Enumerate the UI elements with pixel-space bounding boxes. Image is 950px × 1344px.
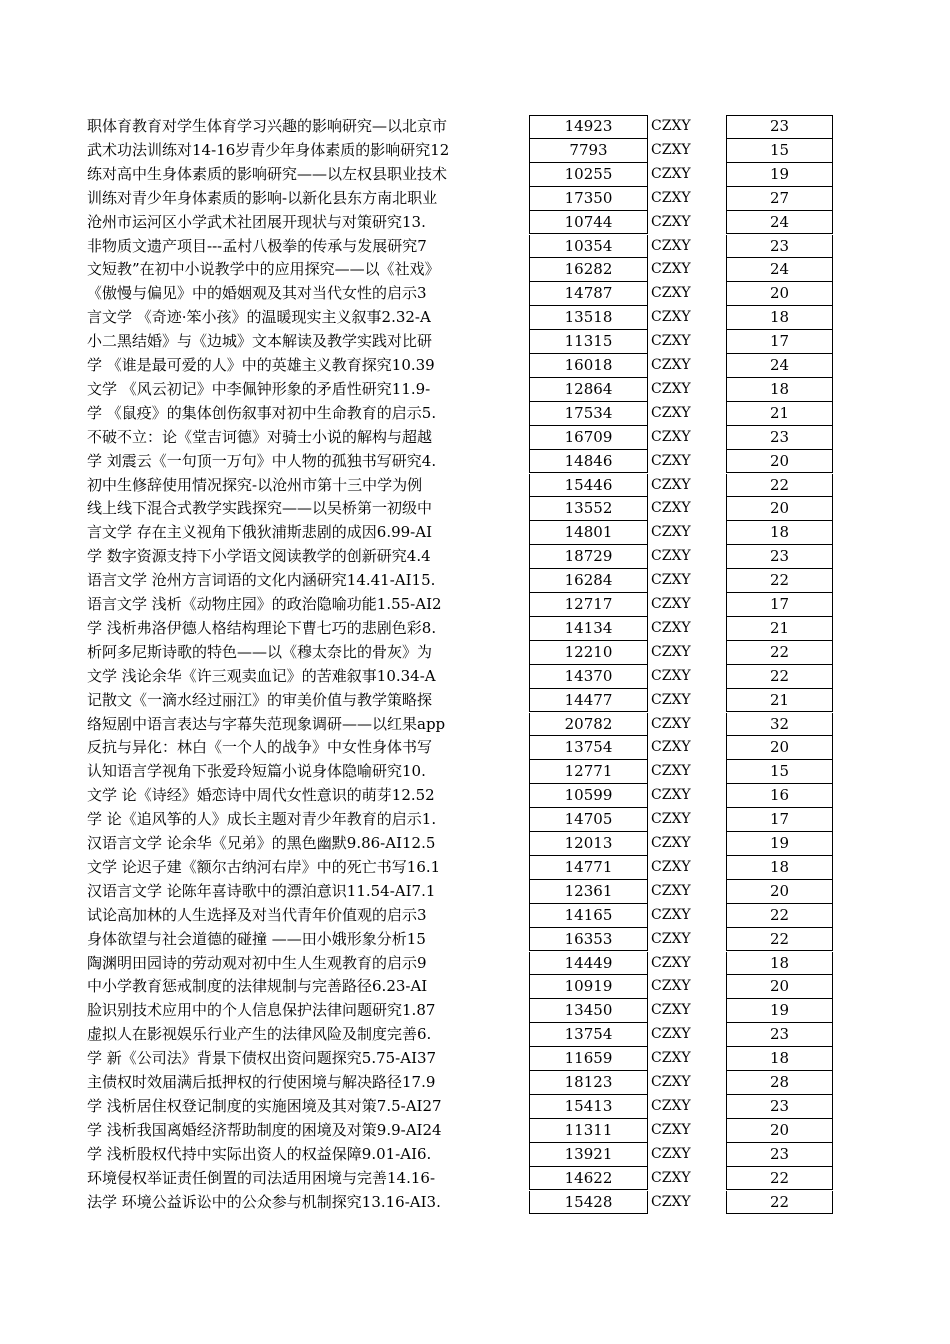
number-cell[interactable]: 14165 [529, 904, 648, 928]
title-cell[interactable]: 法学 环境公益诉讼中的公众参与机制探究13.16-AI3. [87, 1192, 441, 1211]
code-cell[interactable]: CZXY [651, 906, 691, 923]
title-cell[interactable]: 文学 浅论余华《许三观卖血记》的苦难叙事10.34-A [87, 666, 436, 685]
count-cell[interactable]: 23 [726, 1023, 833, 1047]
title-cell[interactable]: 语言文学 沧州方言词语的文化内涵研究14.41-AI15. [87, 571, 436, 590]
number-cell[interactable]: 13754 [529, 736, 648, 760]
code-cell[interactable]: CZXY [651, 524, 691, 541]
title-cell[interactable]: 中小学教育惩戒制度的法律规制与完善路径6.23-AI [87, 977, 428, 996]
title-cell[interactable]: 学 论《追风筝的人》成长主题对青少年教育的启示1. [87, 810, 437, 829]
count-cell[interactable]: 24 [726, 258, 833, 282]
code-cell[interactable]: CZXY [651, 572, 691, 589]
number-cell[interactable]: 13552 [529, 497, 648, 521]
table-row [0, 235, 950, 259]
code-cell[interactable]: CZXY [651, 1074, 691, 1090]
title-cell[interactable]: 文短教”在初中小说教学中的应用探究——以《社戏》 [87, 260, 440, 279]
title-cell[interactable]: 汉语言文学 论余华《兄弟》的黑色幽默9.86-AI12.5 [87, 834, 436, 852]
count-cell[interactable]: 16 [726, 784, 833, 808]
count-cell[interactable]: 24 [726, 354, 833, 378]
number-cell[interactable]: 12210 [529, 641, 648, 665]
count-cell[interactable]: 19 [726, 163, 833, 187]
title-cell[interactable]: 学 《谁是最可爱的人》中的英雄主义教育探究10.39 [87, 356, 435, 374]
number-cell[interactable]: 14477 [529, 689, 648, 713]
count-cell[interactable]: 22 [726, 904, 833, 928]
count-cell[interactable]: 18 [726, 952, 833, 976]
title-cell[interactable]: 学 刘震云《一句顶一万句》中人物的孤独书写研究4. [87, 451, 437, 470]
table-row [0, 689, 950, 713]
title-cell[interactable]: 虚拟人在影视娱乐行业产生的法律风险及制度完善6. [87, 1025, 432, 1044]
count-column-top-border [726, 115, 833, 116]
number-cell[interactable]: 13450 [529, 999, 648, 1023]
code-cell[interactable]: CZXY [651, 1097, 691, 1114]
code-cell[interactable]: CZXY [651, 739, 691, 756]
number-cell[interactable]: 14771 [529, 856, 648, 880]
code-cell[interactable]: CZXY [651, 1026, 691, 1043]
title-cell[interactable]: 脸识别技术应用中的个人信息保护法律问题研究1.87 [87, 1001, 436, 1020]
count-cell[interactable]: 22 [726, 474, 833, 498]
code-cell[interactable]: CZXY [651, 333, 691, 350]
table-row [0, 1119, 950, 1143]
number-cell[interactable]: 17350 [529, 187, 648, 211]
count-cell[interactable]: 21 [726, 689, 833, 713]
code-cell[interactable]: CZXY [651, 309, 691, 326]
table-row [0, 904, 950, 928]
number-cell[interactable]: 7793 [529, 139, 648, 163]
code-cell[interactable]: CZXY [651, 858, 691, 875]
table-row [0, 1047, 950, 1071]
title-cell[interactable]: 环境侵权举证责任倒置的司法适用困境与完善14.16- [87, 1168, 436, 1187]
code-cell[interactable]: CZXY [651, 1121, 691, 1138]
code-cell[interactable]: CZXY [651, 452, 691, 469]
count-cell[interactable]: 17 [726, 808, 833, 832]
table-row [0, 665, 950, 689]
table-row [0, 952, 950, 976]
title-cell[interactable]: 记散文《一滴水经过丽江》的审美价值与教学策略探 [87, 690, 433, 709]
table-row [0, 1167, 950, 1191]
number-cell[interactable]: 16282 [529, 258, 648, 282]
number-cell[interactable]: 16709 [529, 426, 648, 450]
count-cell[interactable]: 23 [726, 1095, 833, 1119]
code-cell[interactable]: CZXY [651, 404, 691, 421]
table-row [0, 1071, 950, 1095]
title-cell[interactable]: 小二黑结婚》与《边城》文本解读及教学实践对比研 [87, 332, 433, 351]
title-cell[interactable]: 文学 论迟子建《额尔古纳河右岸》中的死亡书写16.1 [87, 857, 441, 876]
count-cell[interactable]: 18 [726, 378, 833, 402]
number-cell[interactable]: 11315 [529, 330, 648, 354]
table-row [0, 1023, 950, 1047]
table-row [0, 474, 950, 498]
number-cell[interactable]: 16018 [529, 354, 648, 378]
count-cell[interactable]: 23 [726, 235, 833, 259]
table-row [0, 617, 950, 641]
title-cell[interactable]: 学 《鼠疫》的集体创伤叙事对初中生命教育的启示5. [87, 403, 437, 422]
number-cell[interactable]: 14622 [529, 1167, 648, 1191]
number-cell[interactable]: 15413 [529, 1095, 648, 1119]
table-row [0, 975, 950, 999]
title-cell[interactable]: 汉语言文学 论陈年喜诗歌中的漂泊意识11.54-AI7.1 [87, 881, 436, 900]
title-cell[interactable]: 职体育教育对学生体育学习兴趣的影响研究—以北京市 [87, 117, 448, 135]
number-cell[interactable]: 11311 [529, 1119, 648, 1143]
title-cell[interactable]: 不破不立：论《堂吉诃德》对骑士小说的解构与超越 [87, 427, 433, 446]
number-cell[interactable]: 16284 [529, 569, 648, 593]
table-row [0, 545, 950, 569]
title-cell[interactable]: 学 浅析弗洛伊德人格结构理论下曹七巧的悲剧色彩8. [87, 618, 437, 637]
number-cell[interactable]: 10919 [529, 975, 648, 999]
count-cell[interactable]: 23 [726, 1143, 833, 1167]
count-cell[interactable]: 22 [726, 641, 833, 665]
number-cell[interactable]: 14449 [529, 952, 648, 976]
code-cell[interactable]: CZXY [651, 978, 691, 995]
count-cell[interactable]: 22 [726, 1191, 833, 1215]
number-cell[interactable]: 14801 [529, 521, 648, 545]
title-cell[interactable]: 学 浅析股权代持中实际出资人的权益保障9.01-AI6. [87, 1144, 432, 1163]
title-cell[interactable]: 学 浅析居住权登记制度的实施困境及其对策7.5-AI27 [87, 1096, 442, 1115]
table-row [0, 832, 950, 856]
table-row [0, 1143, 950, 1167]
count-cell[interactable]: 28 [726, 1071, 833, 1095]
count-cell[interactable]: 27 [726, 187, 833, 211]
number-cell[interactable]: 18729 [529, 545, 648, 569]
count-cell[interactable]: 22 [726, 665, 833, 689]
title-cell[interactable]: 沧州市运河区小学武术社团展开现状与对策研究13. [87, 212, 426, 231]
code-cell[interactable]: CZXY [651, 691, 691, 708]
count-cell[interactable]: 20 [726, 736, 833, 760]
table-row [0, 760, 950, 784]
count-cell[interactable]: 22 [726, 569, 833, 593]
code-cell[interactable]: CZXY [651, 1145, 691, 1162]
number-cell[interactable]: 13921 [529, 1143, 648, 1167]
count-cell[interactable]: 15 [726, 760, 833, 784]
table-row [0, 808, 950, 832]
title-cell[interactable]: 文学 论《诗经》婚恋诗中周代女性意识的萌芽12.52 [87, 786, 435, 805]
number-cell[interactable]: 10599 [529, 784, 648, 808]
number-cell[interactable]: 12013 [529, 832, 648, 856]
table-row [0, 497, 950, 521]
count-cell[interactable]: 32 [726, 713, 833, 737]
number-cell[interactable]: 15428 [529, 1191, 648, 1215]
title-cell[interactable]: 身体欲望与社会道德的碰撞 ——田小娥形象分析15 [87, 929, 426, 948]
number-cell[interactable]: 12864 [529, 378, 648, 402]
number-cell[interactable]: 12361 [529, 880, 648, 904]
code-cell[interactable]: CZXY [651, 118, 691, 134]
title-cell[interactable]: 言文学 存在主义视角下俄狄浦斯悲剧的成因6.99-AI [87, 523, 432, 542]
count-cell[interactable]: 23 [726, 115, 833, 139]
title-cell[interactable]: 析阿多尼斯诗歌的特色——以《穆太奈比的骨灰》为 [87, 642, 433, 661]
title-cell[interactable]: 武术功法训练对14-16岁青少年身体素质的影响研究12 [87, 140, 450, 159]
table-row [0, 306, 950, 330]
number-cell[interactable]: 11659 [529, 1047, 648, 1071]
code-cell[interactable]: CZXY [651, 763, 691, 780]
title-cell[interactable]: 非物质文遗产项目---孟村八极拳的传承与发展研究7 [87, 236, 427, 255]
code-cell[interactable]: CZXY [651, 954, 691, 971]
table-row [0, 999, 950, 1023]
table-row [0, 378, 950, 402]
table-row [0, 569, 950, 593]
table-row [0, 880, 950, 904]
table-row [0, 330, 950, 354]
table-row [0, 402, 950, 426]
count-cell[interactable]: 18 [726, 306, 833, 330]
code-cell[interactable]: CZXY [651, 787, 691, 804]
table-row [0, 856, 950, 880]
count-cell[interactable]: 22 [726, 1167, 833, 1191]
code-cell[interactable]: CZXY [651, 548, 691, 565]
count-cell[interactable]: 24 [726, 211, 833, 235]
code-cell[interactable]: CZXY [651, 882, 691, 899]
title-cell[interactable]: 络短剧中语言表达与字幕失范现象调研——以红果app [87, 714, 446, 733]
count-cell[interactable]: 19 [726, 999, 833, 1023]
count-cell[interactable]: 23 [726, 545, 833, 569]
count-cell[interactable]: 20 [726, 975, 833, 999]
table-row [0, 163, 950, 187]
number-cell[interactable]: 14787 [529, 282, 648, 306]
table-row [0, 354, 950, 378]
count-cell[interactable]: 20 [726, 282, 833, 306]
number-cell[interactable]: 14846 [529, 450, 648, 474]
code-cell[interactable]: CZXY [651, 261, 691, 278]
title-cell[interactable]: 《傲慢与偏见》中的婚姻观及其对当代女性的启示3 [87, 284, 427, 303]
number-cell[interactable]: 15446 [529, 474, 648, 498]
title-cell[interactable]: 反抗与异化：林白《一个人的战争》中女性身体书写 [87, 738, 433, 757]
code-cell[interactable]: CZXY [651, 619, 691, 636]
count-cell[interactable]: 20 [726, 450, 833, 474]
code-cell[interactable]: CZXY [651, 835, 691, 851]
title-cell[interactable]: 语言文学 浅析《动物庄园》的政治隐喻功能1.55-AI2 [87, 595, 442, 613]
code-cell[interactable]: CZXY [651, 715, 691, 732]
title-cell[interactable]: 初中生修辞使用情况探究-以沧州市第十三中学为例 [87, 475, 423, 494]
title-cell[interactable]: 学 数字资源支持下小学语文阅读教学的创新研究4.4 [87, 547, 431, 566]
title-cell[interactable]: 学 新《公司法》背景下债权出资问题探究5.75-AI37 [87, 1049, 437, 1068]
code-cell[interactable]: CZXY [651, 428, 691, 445]
number-cell[interactable]: 20782 [529, 713, 648, 737]
code-cell[interactable]: CZXY [651, 643, 691, 660]
count-cell[interactable]: 20 [726, 1119, 833, 1143]
table-row [0, 713, 950, 737]
count-cell[interactable]: 18 [726, 856, 833, 880]
number-cell[interactable]: 14705 [529, 808, 648, 832]
count-cell[interactable]: 17 [726, 330, 833, 354]
table-row [0, 736, 950, 760]
table-row [0, 187, 950, 211]
code-cell[interactable]: CZXY [651, 500, 691, 517]
code-cell[interactable]: CZXY [651, 476, 691, 493]
number-cell[interactable]: 10255 [529, 163, 648, 187]
code-cell[interactable]: CZXY [651, 811, 691, 828]
number-cell[interactable]: 14134 [529, 617, 648, 641]
count-cell[interactable]: 22 [726, 928, 833, 952]
number-cell[interactable]: 13518 [529, 306, 648, 330]
title-cell[interactable]: 线上线下混合式教学实践探究——以吴桥第一初级中 [87, 499, 433, 518]
count-cell[interactable]: 19 [726, 832, 833, 856]
count-cell[interactable]: 20 [726, 497, 833, 521]
table-row [0, 521, 950, 545]
title-cell[interactable]: 练对高中生身体素质的影响研究——以左权县职业技术 [87, 164, 448, 183]
code-cell[interactable]: CZXY [651, 165, 691, 182]
table-row [0, 784, 950, 808]
number-cell[interactable]: 12717 [529, 593, 648, 617]
code-cell[interactable]: CZXY [651, 596, 691, 612]
title-cell[interactable]: 认知语言学视角下张爱玲短篇小说身体隐喻研究10. [87, 762, 426, 781]
table-row [0, 641, 950, 665]
code-cell[interactable]: CZXY [651, 285, 691, 302]
code-cell[interactable]: CZXY [651, 667, 691, 684]
code-cell[interactable]: CZXY [651, 1169, 691, 1186]
number-cell[interactable]: 14370 [529, 665, 648, 689]
table-row [0, 258, 950, 282]
number-cell[interactable]: 10744 [529, 211, 648, 235]
count-cell[interactable]: 21 [726, 617, 833, 641]
code-cell[interactable]: CZXY [651, 237, 691, 254]
code-cell[interactable]: CZXY [651, 141, 691, 158]
title-cell[interactable]: 陶渊明田园诗的劳动观对初中生人生观教育的启示9 [87, 953, 427, 972]
count-cell[interactable]: 18 [726, 521, 833, 545]
table-row [0, 1191, 950, 1215]
table-row [0, 282, 950, 306]
number-cell[interactable]: 17534 [529, 402, 648, 426]
code-cell[interactable]: CZXY [651, 357, 691, 373]
number-cell[interactable]: 16353 [529, 928, 648, 952]
number-cell[interactable]: 10354 [529, 235, 648, 259]
number-cell[interactable]: 14923 [529, 115, 648, 139]
number-cell[interactable]: 18123 [529, 1071, 648, 1095]
title-cell[interactable]: 言文学 《奇迹·笨小孩》的温暖现实主义叙事2.32-A [87, 308, 431, 327]
count-cell[interactable]: 15 [726, 139, 833, 163]
table-row [0, 115, 950, 139]
table-row [0, 426, 950, 450]
code-cell[interactable]: CZXY [651, 1002, 691, 1019]
title-cell[interactable]: 试论高加林的人生选择及对当代青年价值观的启示3 [87, 905, 427, 924]
num-column-top-border [529, 115, 648, 116]
code-cell[interactable]: CZXY [651, 930, 691, 947]
title-cell[interactable]: 训练对青少年身体素质的影响-以新化县东方南北职业 [87, 188, 438, 207]
table-row [0, 450, 950, 474]
code-cell[interactable]: CZXY [651, 1050, 691, 1067]
table-row [0, 593, 950, 617]
table-row [0, 211, 950, 235]
count-cell[interactable]: 21 [726, 402, 833, 426]
count-cell[interactable]: 17 [726, 593, 833, 617]
count-cell[interactable]: 18 [726, 1047, 833, 1071]
count-cell[interactable]: 23 [726, 426, 833, 450]
code-cell[interactable]: CZXY [651, 1193, 691, 1210]
number-cell[interactable]: 13754 [529, 1023, 648, 1047]
code-cell[interactable]: CZXY [651, 189, 691, 206]
count-cell[interactable]: 20 [726, 880, 833, 904]
table-row [0, 139, 950, 163]
title-cell[interactable]: 主债权时效届满后抵押权的行使困境与解决路径17.9 [87, 1073, 436, 1091]
title-cell[interactable]: 学 浅析我国离婚经济帮助制度的困境及对策9.9-AI24 [87, 1120, 442, 1139]
code-cell[interactable]: CZXY [651, 213, 691, 230]
number-cell[interactable]: 12771 [529, 760, 648, 784]
title-cell[interactable]: 文学 《风云初记》中李佩钟形象的矛盾性研究11.9- [87, 379, 431, 398]
table-row [0, 928, 950, 952]
table-row [0, 1095, 950, 1119]
code-cell[interactable]: CZXY [651, 380, 691, 397]
